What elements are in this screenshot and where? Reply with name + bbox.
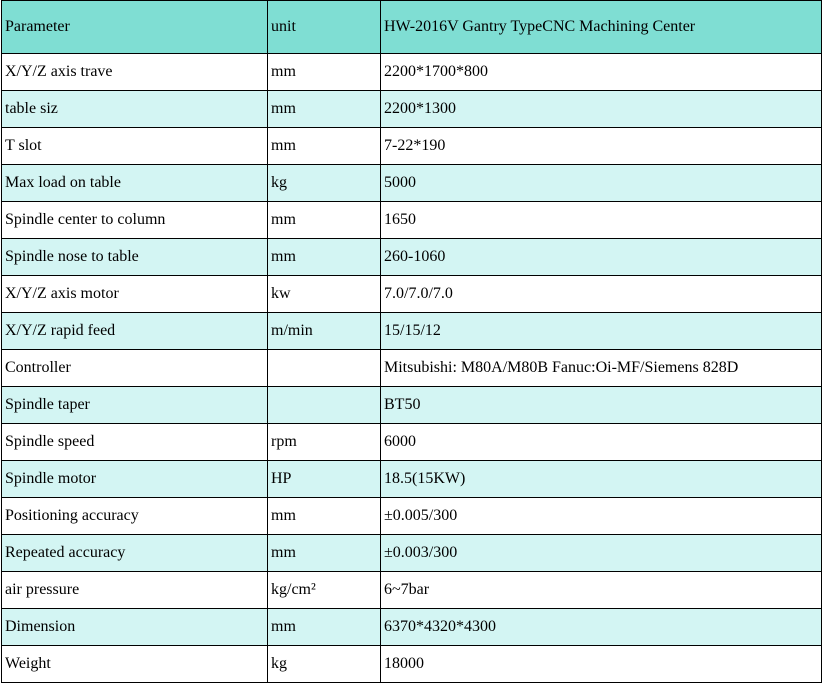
cell-unit: mm [268,202,381,239]
cell-parameter: Positioning accuracy [2,498,268,535]
table-row [2,239,822,276]
cell-unit: kg [268,646,381,683]
cell-unit: rpm [268,424,381,461]
cell-parameter: Spindle speed [2,424,268,461]
cell-parameter: Controller [2,350,268,387]
cell-unit: kg/cm² [268,572,381,609]
cell-unit: kw [268,276,381,313]
cell-unit: mm [268,498,381,535]
cell-parameter: Spindle nose to table [2,239,268,276]
table-row [2,646,822,683]
cell-unit: mm [268,91,381,128]
cell-parameter: table siz [2,91,268,128]
header-parameter: Parameter [2,1,268,54]
table-row [2,387,822,424]
table-row [2,276,822,313]
cell-unit: m/min [268,313,381,350]
cell-value: 18000 [381,646,822,683]
cell-value: ±0.003/300 [381,535,822,572]
cell-unit: HP [268,461,381,498]
table-row [2,498,822,535]
cell-parameter: Spindle taper [2,387,268,424]
table-row [2,424,822,461]
table-row [2,91,822,128]
table-row [2,54,822,91]
cell-unit [268,350,381,387]
cell-unit: mm [268,128,381,165]
cell-unit: mm [268,535,381,572]
cell-unit: mm [268,609,381,646]
cell-parameter: X/Y/Z rapid feed [2,313,268,350]
table-row [2,350,822,387]
cell-value: 6370*4320*4300 [381,609,822,646]
cell-parameter: Spindle center to column [2,202,268,239]
table-row [2,535,822,572]
cell-unit [268,387,381,424]
cell-value: 1650 [381,202,822,239]
cell-value: 15/15/12 [381,313,822,350]
table-row [2,202,822,239]
cell-value: Mitsubishi: M80A/M80B Fanuc:Oi-MF/Siemens 828D [381,350,822,387]
table-row [2,128,822,165]
cell-value: ±0.005/300 [381,498,822,535]
cell-unit: kg [268,165,381,202]
cell-parameter: Max load on table [2,165,268,202]
cell-unit: mm [268,54,381,91]
cell-value: BT50 [381,387,822,424]
header-unit: unit [268,1,381,54]
cell-value: 5000 [381,165,822,202]
cell-parameter: T slot [2,128,268,165]
spec-table-header [2,1,822,54]
cell-value: 2200*1700*800 [381,54,822,91]
cell-parameter: Weight [2,646,268,683]
cell-value: 260-1060 [381,239,822,276]
header-row [2,1,822,54]
cell-parameter: X/Y/Z axis trave [2,54,268,91]
table-row [2,572,822,609]
cell-parameter: air pressure [2,572,268,609]
table-row [2,313,822,350]
table-row [2,461,822,498]
cell-value: 18.5(15KW) [381,461,822,498]
cell-value: 7-22*190 [381,128,822,165]
spec-table-body [2,54,822,683]
table-row [2,165,822,202]
cell-parameter: Spindle motor [2,461,268,498]
cell-value: 7.0/7.0/7.0 [381,276,822,313]
cell-value: 6~7bar [381,572,822,609]
table-row [2,609,822,646]
cell-parameter: Repeated accuracy [2,535,268,572]
cell-parameter: X/Y/Z axis motor [2,276,268,313]
cell-unit: mm [268,239,381,276]
cell-value: 2200*1300 [381,91,822,128]
cell-parameter: Dimension [2,609,268,646]
header-model: HW-2016V Gantry TypeCNC Machining Center [381,1,822,54]
cell-value: 6000 [381,424,822,461]
spec-table [1,0,822,683]
